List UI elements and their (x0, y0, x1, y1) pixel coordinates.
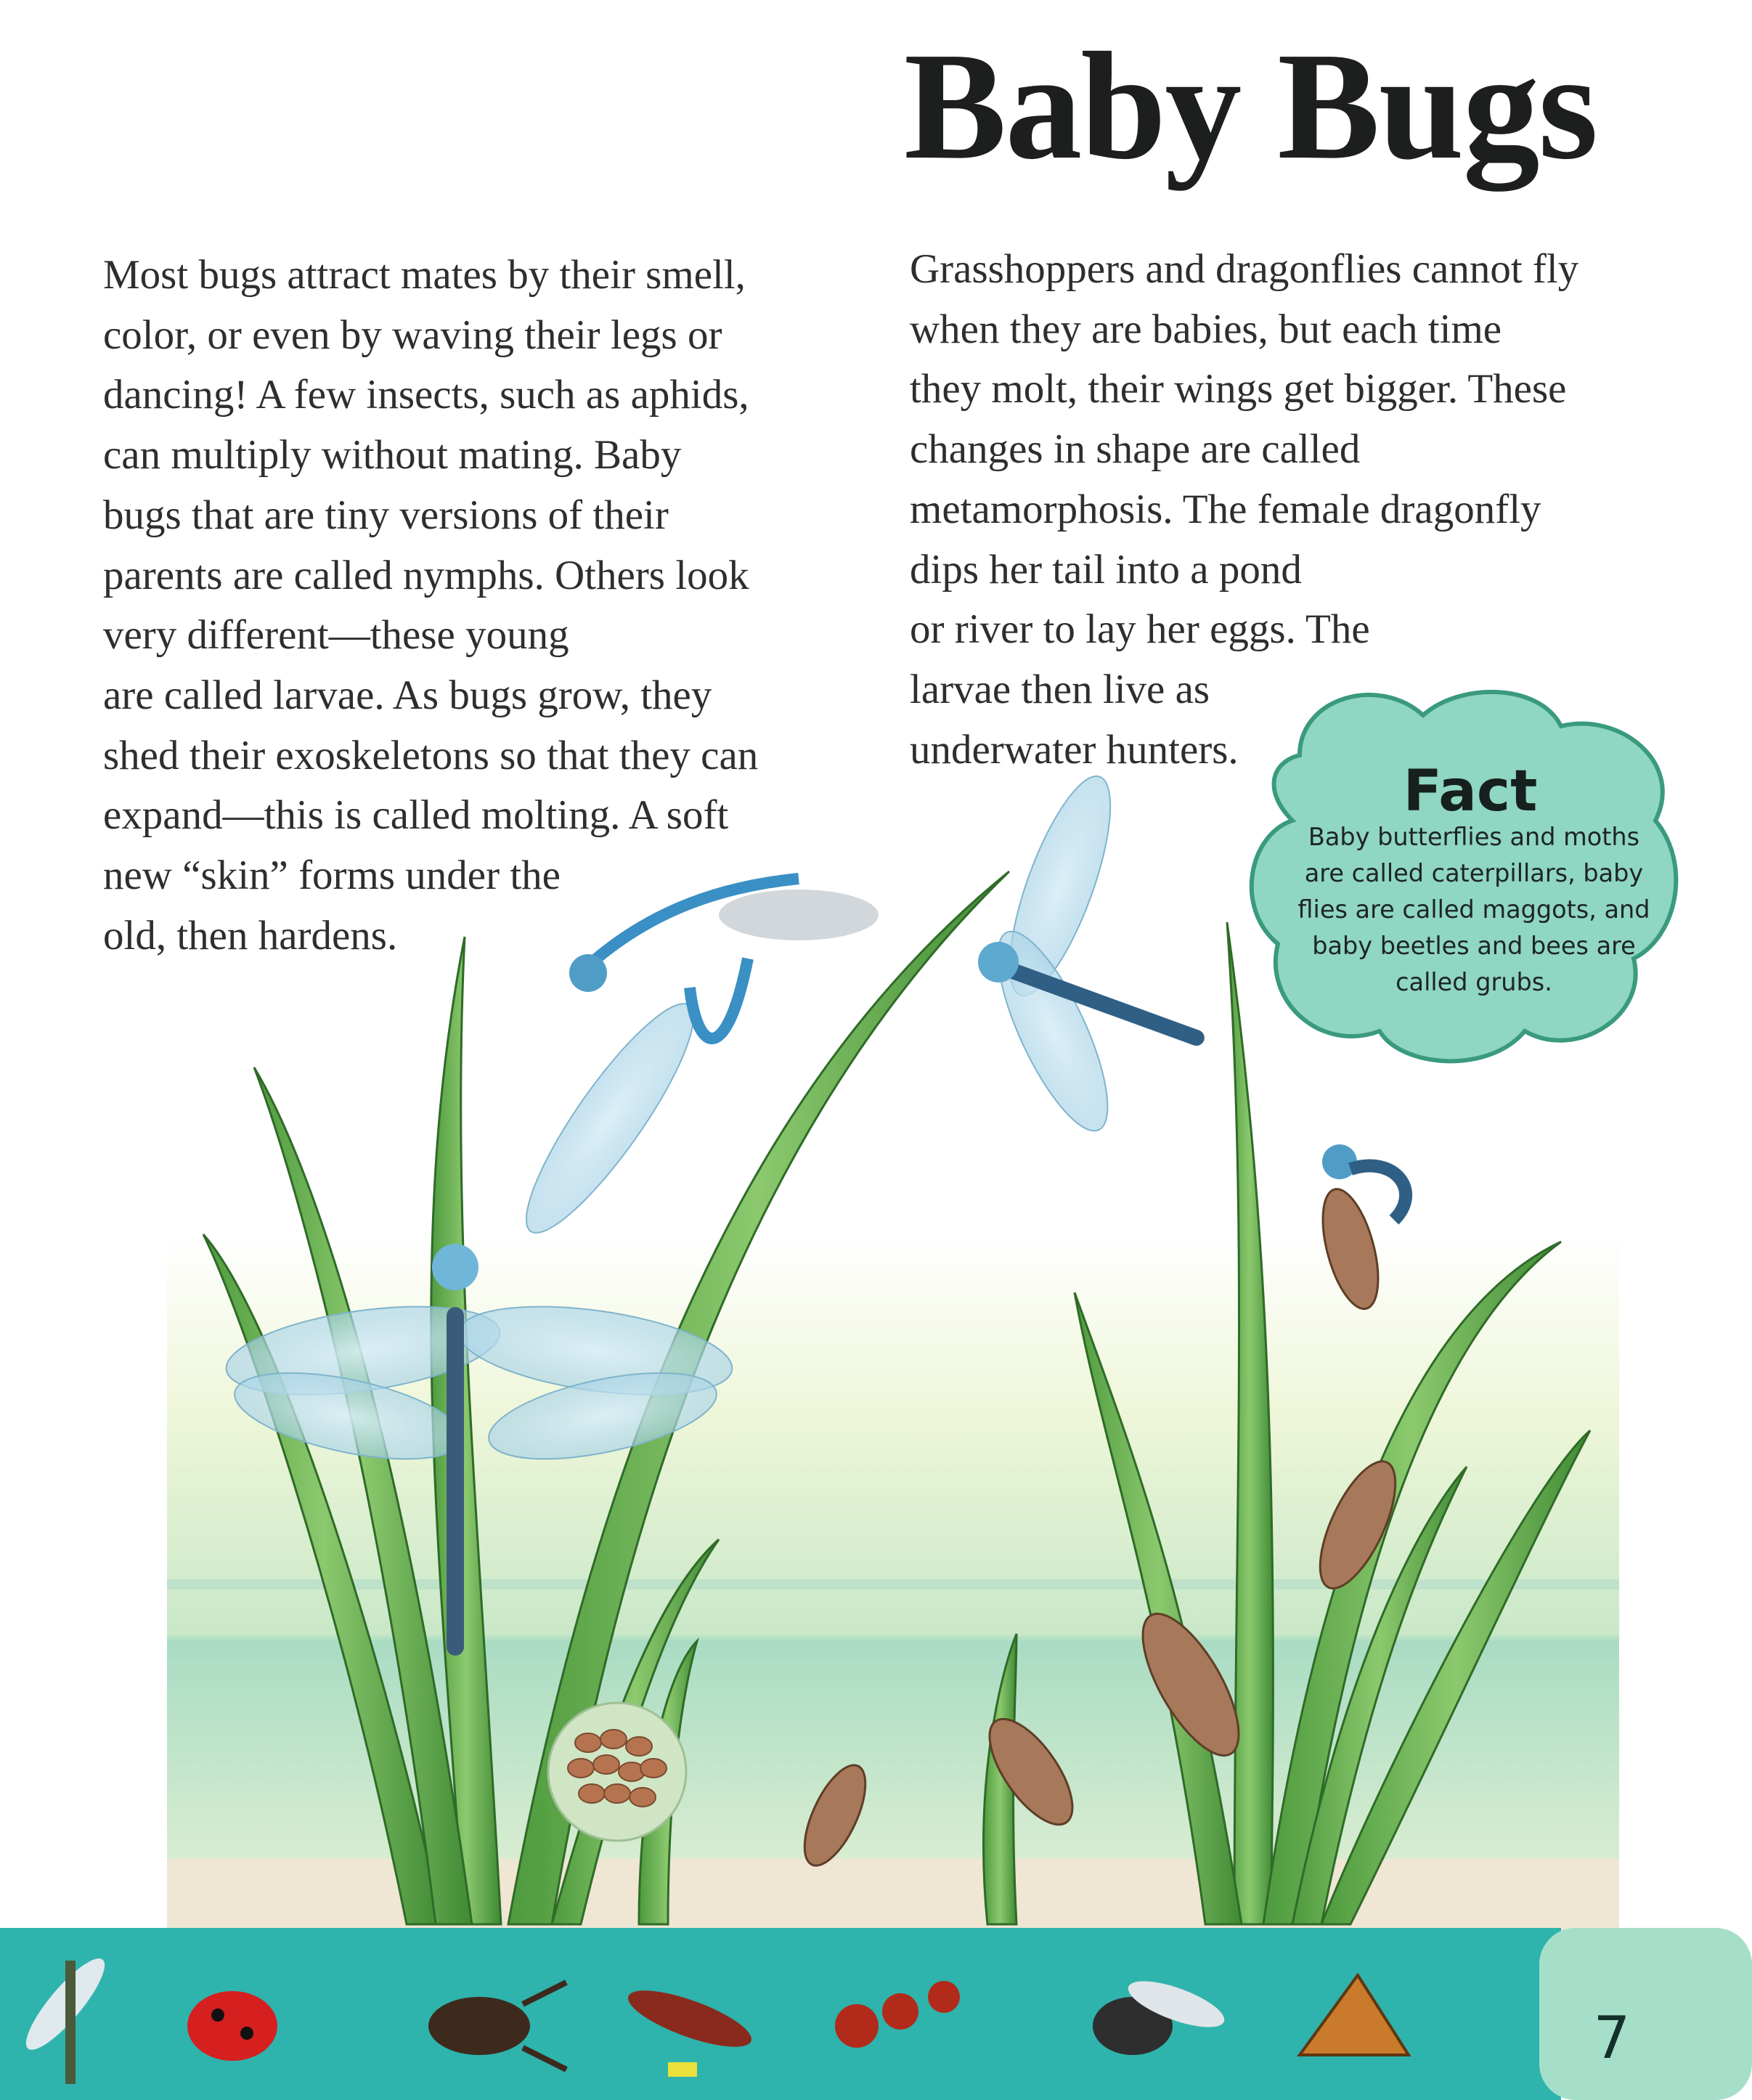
fact-heading: Fact (1403, 759, 1538, 824)
left-column-text (103, 245, 758, 966)
fact-line: are called caterpillars, baby (1304, 859, 1644, 887)
text-line: shed their exoskeletons so that they can (103, 732, 759, 778)
text-line: color, or even by waving their legs or (103, 312, 722, 358)
text-line: are called larvae. As bugs grow, they (103, 672, 712, 718)
text-line: larvae then live as (910, 666, 1210, 712)
text-line: very different—these young (103, 612, 569, 659)
fact-line: baby beetles and bees are (1312, 932, 1636, 960)
right-column-text (910, 240, 1578, 780)
ladybug-icon (187, 1991, 277, 2061)
text-line: changes in shape are called (910, 426, 1361, 473)
text-line: new “skin” forms under the (103, 852, 561, 899)
egg-cluster (548, 1703, 686, 1841)
text-line: metamorphosis. The female dragonfly (910, 486, 1541, 532)
dragonfly-flying (977, 765, 1207, 1144)
text-line: or river to lay her eggs. The (910, 606, 1370, 653)
text-line: underwater hunters. (910, 726, 1239, 773)
page-title: Baby Bugs (904, 20, 1597, 191)
pond-bed (167, 1859, 1619, 1932)
fact-body (1285, 819, 1663, 1001)
text-line: when they are babies, but each time (910, 306, 1502, 352)
page-number: 7 (1593, 2004, 1631, 2072)
text-line: Most bugs attract mates by their smell, (103, 252, 746, 298)
text-line: expand—this is called molting. A soft (103, 792, 729, 839)
text-line: Grasshoppers and dragonflies cannot fly (910, 246, 1579, 292)
text-line: old, then hardens. (103, 912, 398, 959)
text-line: they molt, their wings get bigger. These (910, 366, 1567, 412)
text-line: dips her tail into a pond (910, 546, 1302, 593)
text-line: can multiply without mating. Baby (103, 432, 682, 479)
text-line: dancing! A few insects, such as aphids, (103, 372, 749, 418)
fact-line: Baby butterflies and moths (1308, 823, 1640, 851)
text-line: parents are called nymphs. Others look (103, 552, 749, 598)
fact-line: flies are called maggots, and (1297, 895, 1650, 924)
text-line: bugs that are tiny versions of their (103, 492, 669, 538)
fact-line: called grubs. (1396, 968, 1552, 996)
